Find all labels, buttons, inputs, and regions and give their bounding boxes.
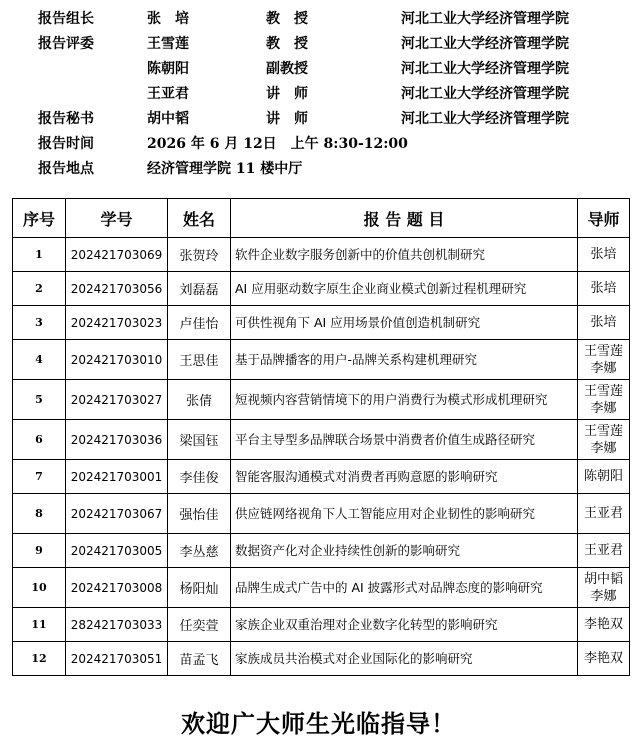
supervisor-name: 张培 xyxy=(590,281,617,296)
table-row xyxy=(13,534,630,568)
header-name: 姓名 xyxy=(168,199,231,238)
table-row xyxy=(13,306,630,340)
supervisor-name: 王亚君 xyxy=(583,506,623,521)
supervisor-name: 李艳双 xyxy=(583,651,623,666)
row-no: 12 xyxy=(13,642,66,676)
committee-org: 河北工业大学经济管理学院 xyxy=(401,86,569,102)
row-student-id: 202421703069 xyxy=(66,238,168,272)
row-supervisor xyxy=(578,340,630,380)
supervisor-name: 张培 xyxy=(590,315,617,330)
committee-label: 报告评委 xyxy=(38,36,94,52)
table-row xyxy=(13,460,630,494)
row-supervisor xyxy=(578,568,630,608)
supervisor-name: 李娜 xyxy=(590,360,617,376)
committee-name: 王亚君 xyxy=(147,86,189,102)
row-name: 刘磊磊 xyxy=(168,272,231,306)
time-label: 报告时间 xyxy=(38,136,94,152)
committee-title: 副教授 xyxy=(266,61,308,77)
header-no: 序号 xyxy=(13,199,66,238)
report-schedule-table xyxy=(12,198,630,676)
place-label: 报告地点 xyxy=(38,161,94,177)
row-no: 5 xyxy=(13,380,66,420)
committee-org: 河北工业大学经济管理学院 xyxy=(401,36,569,52)
row-no: 4 xyxy=(13,340,66,380)
supervisor-name: 胡中韬 xyxy=(583,571,623,587)
row-topic: 软件企业数字服务创新中的价值共创机制研究 xyxy=(231,238,578,272)
row-student-id: 202421703056 xyxy=(66,272,168,306)
row-topic: 平台主导型多品牌联合场景中消费者价值生成路径研究 xyxy=(231,420,578,460)
row-student-id: 202421703051 xyxy=(66,642,168,676)
row-supervisor xyxy=(578,306,630,340)
committee-title: 讲 师 xyxy=(266,86,308,102)
row-no: 7 xyxy=(13,460,66,494)
row-student-id: 202421703001 xyxy=(66,460,168,494)
supervisor-name: 王雪莲 xyxy=(583,423,623,439)
row-supervisor xyxy=(578,238,630,272)
row-student-id: 202421703010 xyxy=(66,340,168,380)
row-supervisor xyxy=(578,272,630,306)
row-student-id: 202421703005 xyxy=(66,534,168,568)
row-supervisor xyxy=(578,380,630,420)
place-value: 经济管理学院 11 楼中厅 xyxy=(147,161,303,177)
committee-org: 河北工业大学经济管理学院 xyxy=(401,61,569,77)
row-student-id: 202421703008 xyxy=(66,568,168,608)
row-topic: 家族企业双重治理对企业数字化转型的影响研究 xyxy=(231,608,578,642)
row-name: 苗孟飞 xyxy=(168,642,231,676)
table-row xyxy=(13,238,630,272)
supervisor-name: 张培 xyxy=(590,247,617,262)
row-no: 8 xyxy=(13,494,66,534)
row-student-id: 282421703033 xyxy=(66,608,168,642)
table-row xyxy=(13,420,630,460)
row-supervisor xyxy=(578,642,630,676)
table-row xyxy=(13,340,630,380)
row-topic: 短视频内容营销情境下的用户消费行为模式形成机理研究 xyxy=(231,380,578,420)
row-student-id: 202421703067 xyxy=(66,494,168,534)
row-student-id: 202421703027 xyxy=(66,380,168,420)
committee-name: 王雪莲 xyxy=(147,36,189,52)
leader-name: 张 培 xyxy=(147,11,189,27)
row-student-id: 202421703036 xyxy=(66,420,168,460)
row-topic: 家族成员共治模式对企业国际化的影响研究 xyxy=(231,642,578,676)
supervisor-name: 李娜 xyxy=(590,400,617,416)
table-header-row xyxy=(13,199,630,238)
secretary-org: 河北工业大学经济管理学院 xyxy=(401,111,569,127)
table-row xyxy=(13,272,630,306)
header-id: 学号 xyxy=(66,199,168,238)
row-topic: 智能客服沟通模式对消费者再购意愿的影响研究 xyxy=(231,460,578,494)
supervisor-name: 王雪莲 xyxy=(583,383,623,399)
row-no: 10 xyxy=(13,568,66,608)
info-row-secretary xyxy=(0,108,637,130)
welcome-message: 欢迎广大师生光临指导！ xyxy=(181,709,456,738)
table-body xyxy=(13,238,630,676)
row-name: 任奕萱 xyxy=(168,608,231,642)
row-name: 梁国钰 xyxy=(168,420,231,460)
row-topic: 基于品牌播客的用户-品牌关系构建机理研究 xyxy=(231,340,578,380)
secretary-label: 报告秘书 xyxy=(38,111,94,127)
row-name: 张倩 xyxy=(168,380,231,420)
row-no: 1 xyxy=(13,238,66,272)
row-student-id: 202421703023 xyxy=(66,306,168,340)
row-name: 卢佳怡 xyxy=(168,306,231,340)
info-row-committee-2 xyxy=(0,58,637,80)
row-supervisor xyxy=(578,608,630,642)
row-supervisor xyxy=(578,534,630,568)
row-no: 11 xyxy=(13,608,66,642)
supervisor-name: 李娜 xyxy=(590,440,617,456)
row-name: 杨阳灿 xyxy=(168,568,231,608)
info-row-place xyxy=(0,158,637,180)
row-name: 强怡佳 xyxy=(168,494,231,534)
info-row-time xyxy=(0,133,637,155)
row-no: 9 xyxy=(13,534,66,568)
row-name: 李佳俊 xyxy=(168,460,231,494)
row-no: 6 xyxy=(13,420,66,460)
info-row-committee-1 xyxy=(0,33,637,55)
row-no: 3 xyxy=(13,306,66,340)
secretary-name: 胡中韬 xyxy=(147,111,189,127)
leader-label: 报告组长 xyxy=(38,11,94,27)
row-topic: 可供性视角下 AI 应用场景价值创造机制研究 xyxy=(231,306,578,340)
supervisor-name: 李艳双 xyxy=(583,617,623,632)
leader-title: 教 授 xyxy=(266,11,308,27)
supervisor-name: 王雪莲 xyxy=(583,343,623,359)
row-supervisor xyxy=(578,460,630,494)
leader-org: 河北工业大学经济管理学院 xyxy=(401,11,569,27)
info-row-leader xyxy=(0,8,637,30)
row-topic: 数据资产化对企业持续性创新的影响研究 xyxy=(231,534,578,568)
table-row xyxy=(13,608,630,642)
row-name: 李丛慈 xyxy=(168,534,231,568)
header-supervisor: 导师 xyxy=(578,199,630,238)
info-row-committee-3 xyxy=(0,83,637,105)
time-value: 2026 年 6 月 12日 上午 8:30-12:00 xyxy=(147,136,408,152)
row-supervisor xyxy=(578,494,630,534)
row-supervisor xyxy=(578,420,630,460)
row-topic: 供应链网络视角下人工智能应用对企业韧性的影响研究 xyxy=(231,494,578,534)
row-name: 王思佳 xyxy=(168,340,231,380)
supervisor-name: 陈朝阳 xyxy=(583,469,623,484)
row-name: 张贺玲 xyxy=(168,238,231,272)
row-topic: 品牌生成式广告中的 AI 披露形式对品牌态度的影响研究 xyxy=(231,568,578,608)
committee-name: 陈朝阳 xyxy=(147,61,189,77)
supervisor-name: 李娜 xyxy=(590,588,617,604)
row-topic: AI 应用驱动数字原生企业商业模式创新过程机理研究 xyxy=(231,272,578,306)
committee-title: 教 授 xyxy=(266,36,308,52)
table-row xyxy=(13,494,630,534)
header-topic: 报 告 题 目 xyxy=(231,199,578,238)
row-no: 2 xyxy=(13,272,66,306)
supervisor-name: 王亚君 xyxy=(583,543,623,558)
table-row xyxy=(13,642,630,676)
table-row xyxy=(13,380,630,420)
table-row xyxy=(13,568,630,608)
secretary-title: 讲 师 xyxy=(266,111,308,127)
